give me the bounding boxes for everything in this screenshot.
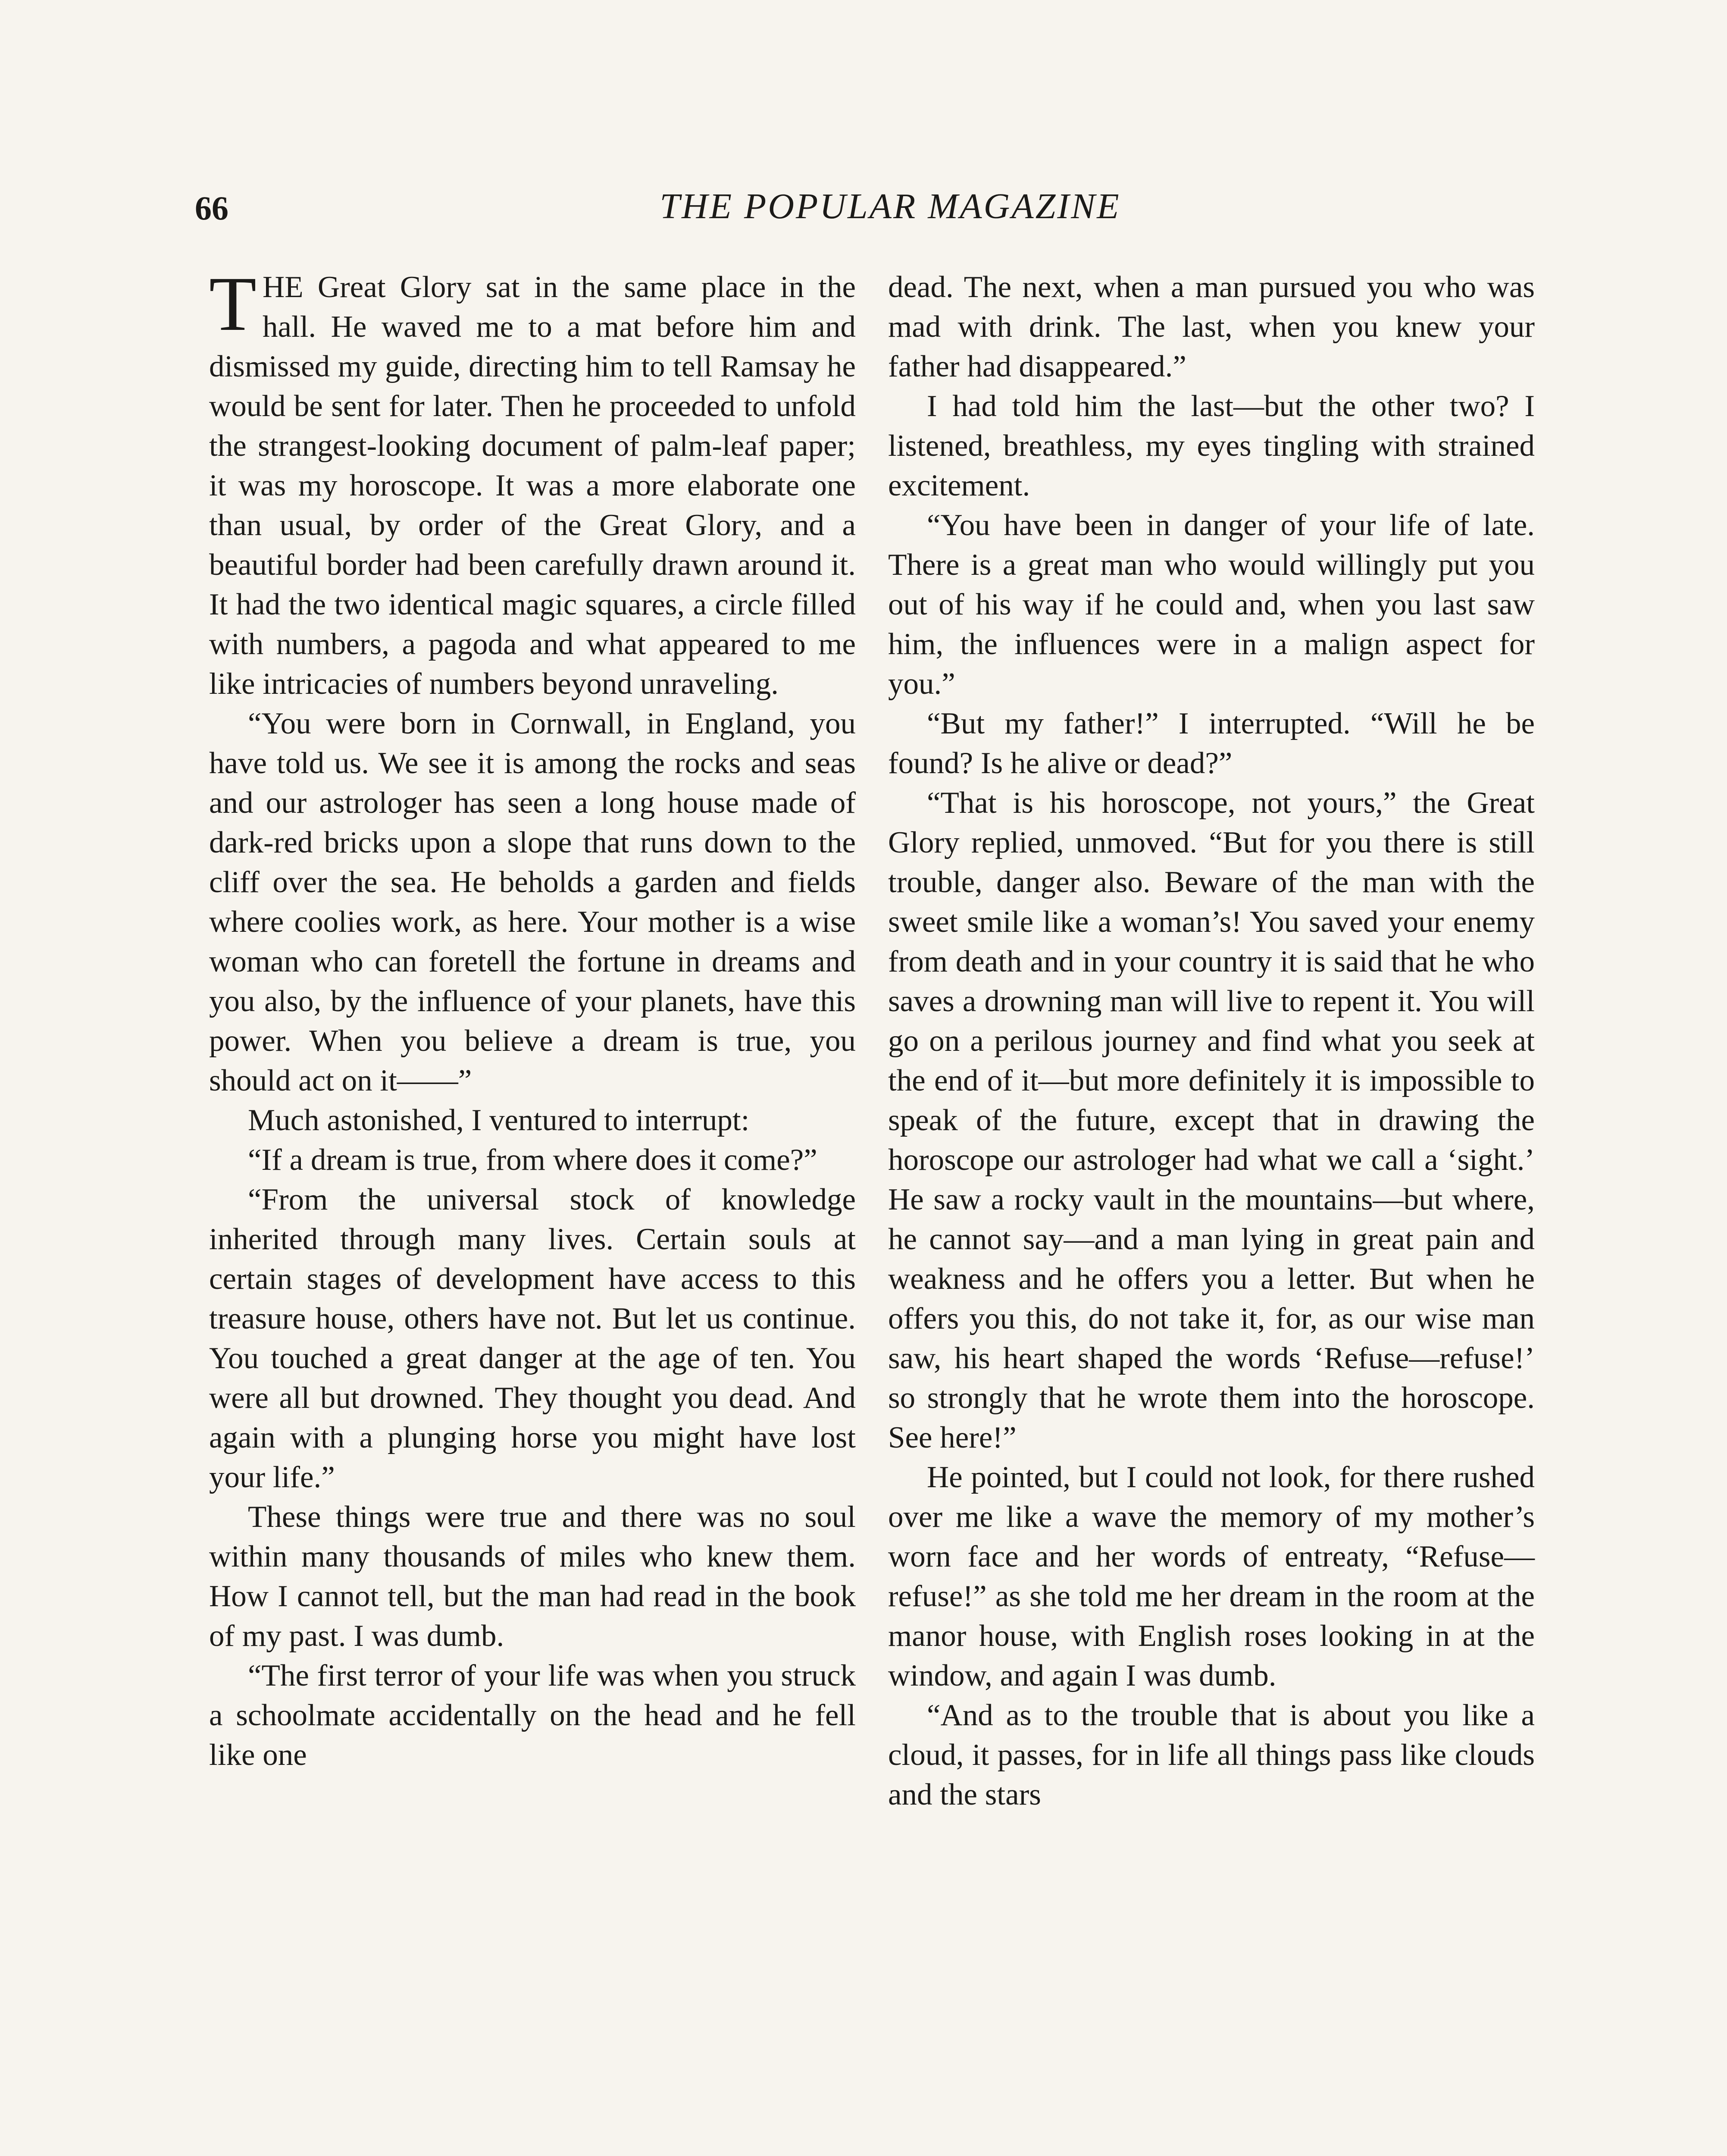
paragraph: These things were true and there was no soul within many thousands of miles who knew them. How I cannot tell, but the man had read in the book of my past. I was dumb. [209,1500,856,1653]
paragraph: “The first terror of your life was when you struck a schoolmate accidentally on the head and he fell like one [209,1659,856,1772]
paragraph-text: HE Great Glory sat in the same place in the hall. He waved me to a mat before him and dismissed my guide, directing him to tell Ramsay he would be sent for later. Then he proceeded to unfold the strangest-looking document of palm-leaf paper; it was my horoscope. It was a more elaborate one than usual, by order of the Great Glory, and a beautiful border had been carefully drawn around it. It had the two identical magic squares, a circle filled with numbers, a pagoda and what appeared to me like intricacies of numbers beyond unraveling. [209,270,856,701]
paragraph: “And as to the trouble that is about you like a cloud, it passes, for in life all things pass like clouds and the stars [888,1698,1535,1811]
paragraph: Much astonished, I ventured to interrupt: [248,1103,750,1137]
paragraph: “But my father!” I interrupted. “Will he be found? Is he alive or dead?” [888,707,1535,780]
paragraph: “You were born in Cornwall, in England, you have told us. We see it is among the rocks and seas and our astrologer has seen a long house made of dark-red bricks upon a slope that runs down to the cliff over the sea. He beholds a garden and fields where coolies work, as here. Your mother is a wise woman who can foretell the fortune in dreams and you also, by the influence of your planets, have this power. When you believe a dream is true, you should act on it——” [209,707,856,1097]
paragraph: “You have been in danger of your life of late. There is a great man who would willingly put you out of his way if he could and, when you last saw him, the influences were in a malign aspect for you.” [888,508,1535,701]
paragraph: I had told him the last—but the other two? I listened, breathless, my eyes tingling with strained excitement. [888,389,1535,502]
drop-cap: T [209,261,257,347]
paragraph-continuation: dead. The next, when a man pursued you who was mad with drink. The last, when you knew your father had disappeared.” [888,270,1535,383]
paragraph: “That is his horoscope, not yours,” the Great Glory replied, unmoved. “But for you there is still trouble, danger also. Beware of the man with the sweet smile like a woman’s! You saved your enemy from death and in your country it is said that he who saves a drowning man will live to repent it. You will go on a perilous journey and find what you seek at the end of it—but more definitely it is impossible to speak of the future, except that in drawing the horoscope our astrologer had what we call a ‘sight.’ He saw a rocky vault in the mountains—but where, he cannot say—and a man lying in great pain and weakness and he offers you a letter. But when he offers you this, do not take it, for, as our wise man saw, his heart shaped the words ‘Refuse—refuse!’ so strongly that he wrote them into the horoscope. See here!” [888,786,1535,1454]
page-number: 66 [195,189,228,227]
right-column [888,267,1535,1814]
paragraph: “From the universal stock of knowledge inherited through many lives. Certain souls at certain stages of development have access to this treasure house, others have not. But let us continue. You touched a great danger at the age of ten. You were all but drowned. They thought you dead. And again with a plunging horse you might have lost your life.” [209,1183,856,1494]
paragraph [209,261,856,704]
paragraph: He pointed, but I could not look, for there rushed over me like a wave the memory of my mother’s worn face and her words of entreaty, “Refuse—refuse!” as she told me her dream in the room at the manor house, with English roses looking in at the window, and again I was dumb. [888,1460,1535,1692]
left-column [209,261,856,1775]
paragraph: “If a dream is true, from where does it come?” [248,1143,817,1177]
magazine-title: THE POPULAR MAGAZINE [660,186,1121,226]
